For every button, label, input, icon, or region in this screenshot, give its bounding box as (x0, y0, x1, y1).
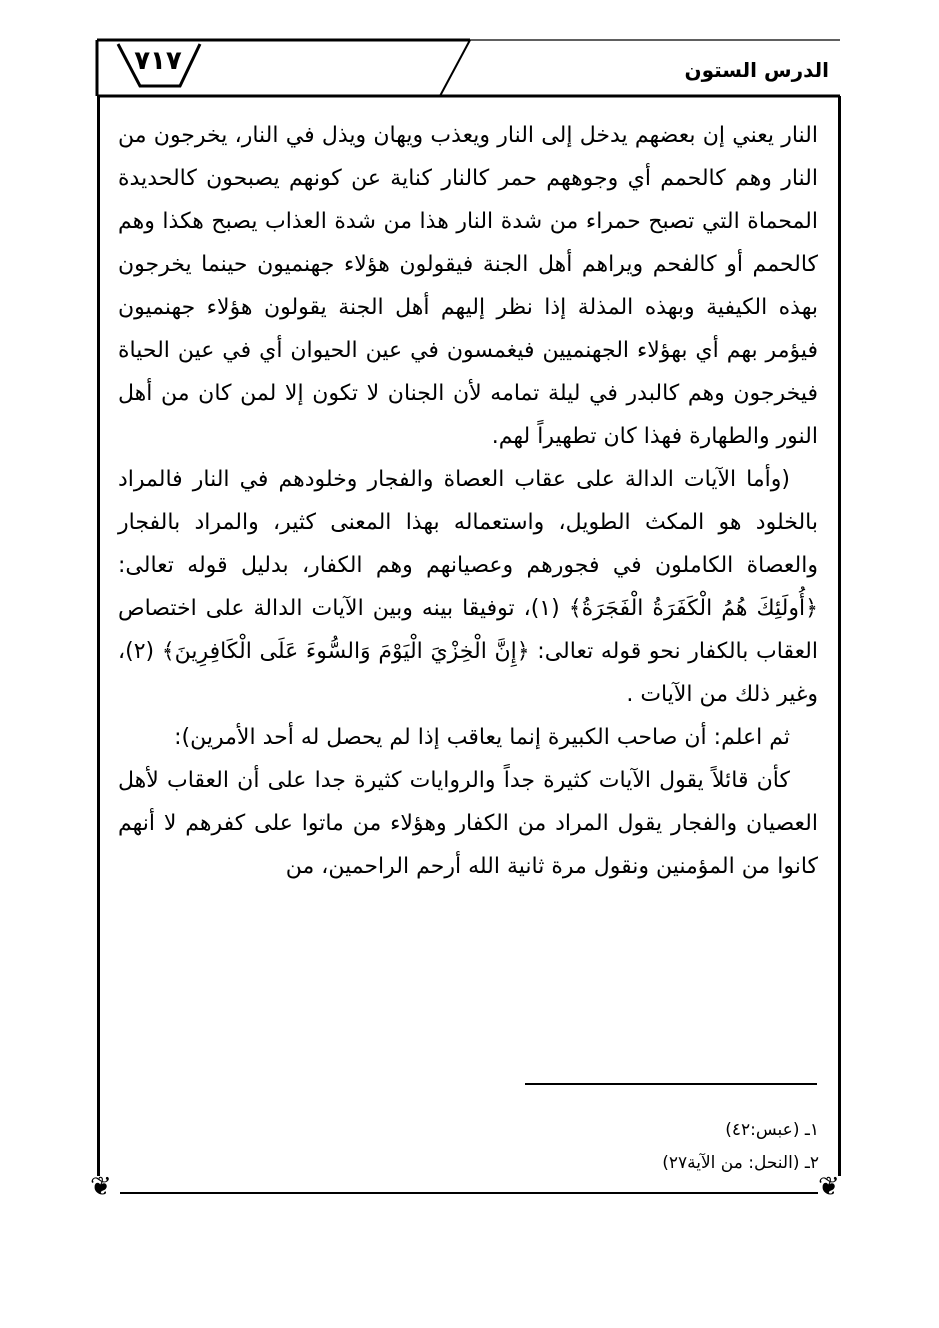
paragraph: النار يعني إن بعضهم يدخل إلى النار ويعذب ويهان ويذل في النار، يخرجون من النار وهم كالحمم أي وجوههم حمر كالنار كناية عن كونهم يصبحون كالحديدة المحماة التي تصبح حمراء من شدة النار هذا من شدة العذاب يصبح هكذا وهم كالحمم أو كالفحم ويراهم أهل الجنة فيقولون هؤلاء جهنميون حينما يخرجون بهذه الكيفية وبهذه المذلة إذا نظر إليهم أهل الجنة يقولون هؤلاء جهنميون فيؤمر بهم أي بهؤلاء الجهنميين فيغمسون في عين الحيوان أي في عين الحياة فيخرجون وهم كالبدر في ليلة تمامه لأن الجنان لا تكون إلا لمن كان من أهل النور والطهارة فهذا كان تطهيراً لهم. (118, 123, 818, 449)
right-corner-ornament-icon: ❦ (818, 1172, 840, 1202)
footnotes (662, 1114, 819, 1180)
left-corner-ornament-icon: ❦ (90, 1172, 112, 1202)
page-number: ٧١٧ (134, 46, 182, 76)
paragraph: ثم اعلم: أن صاحب الكبيرة إنما يعاقب إذا لم يحصل له أحد الأمرين): (174, 725, 790, 750)
left-border (97, 96, 100, 1176)
footnote-divider (525, 1083, 817, 1085)
right-border (838, 96, 841, 1176)
paragraph: (وأما الآيات الدالة على عقاب العصاة والفجار وخلودهم في النار فالمراد بالخلود هو المكث الطويل، واستعماله بهذا المعنى كثير، والمراد بالفجار والعصاة الكاملون في فجورهم وعصيانهم وهم الكفار، بدليل قوله تعالى: ﴿أُولَئِكَ هُمُ الْكَفَرَةُ الْفَجَرَةُ﴾ (١)، توفيقا بينه وبين الآيات الدالة على اختصاص العقاب بالكفار نحو قوله تعالى: ﴿إِنَّ الْخِزْيَ الْيَوْمَ وَالسُّوءَ عَلَى الْكَافِرِينَ﴾ (٢)، وغير ذلك من الآيات . (118, 467, 818, 707)
paragraph: كأن قائلاً يقول الآيات كثيرة جداً والروايات كثيرة جدا على أن العقاب لأهل العصيان والفجار يقول المراد من الكفار وهؤلاء من ماتوا على كفرهم لا أنهم كانوا من المؤمنين ونقول مرة ثانية الله أرحم الراحمين، من (118, 768, 818, 879)
footnote: ٢ـ (النحل: من الآية٢٧) (662, 1153, 819, 1173)
footnote: ١ـ (عبس:٤٢) (725, 1120, 819, 1140)
bottom-border (120, 1192, 818, 1194)
lesson-title: الدرس الستون (684, 58, 829, 82)
body-text (118, 114, 818, 888)
